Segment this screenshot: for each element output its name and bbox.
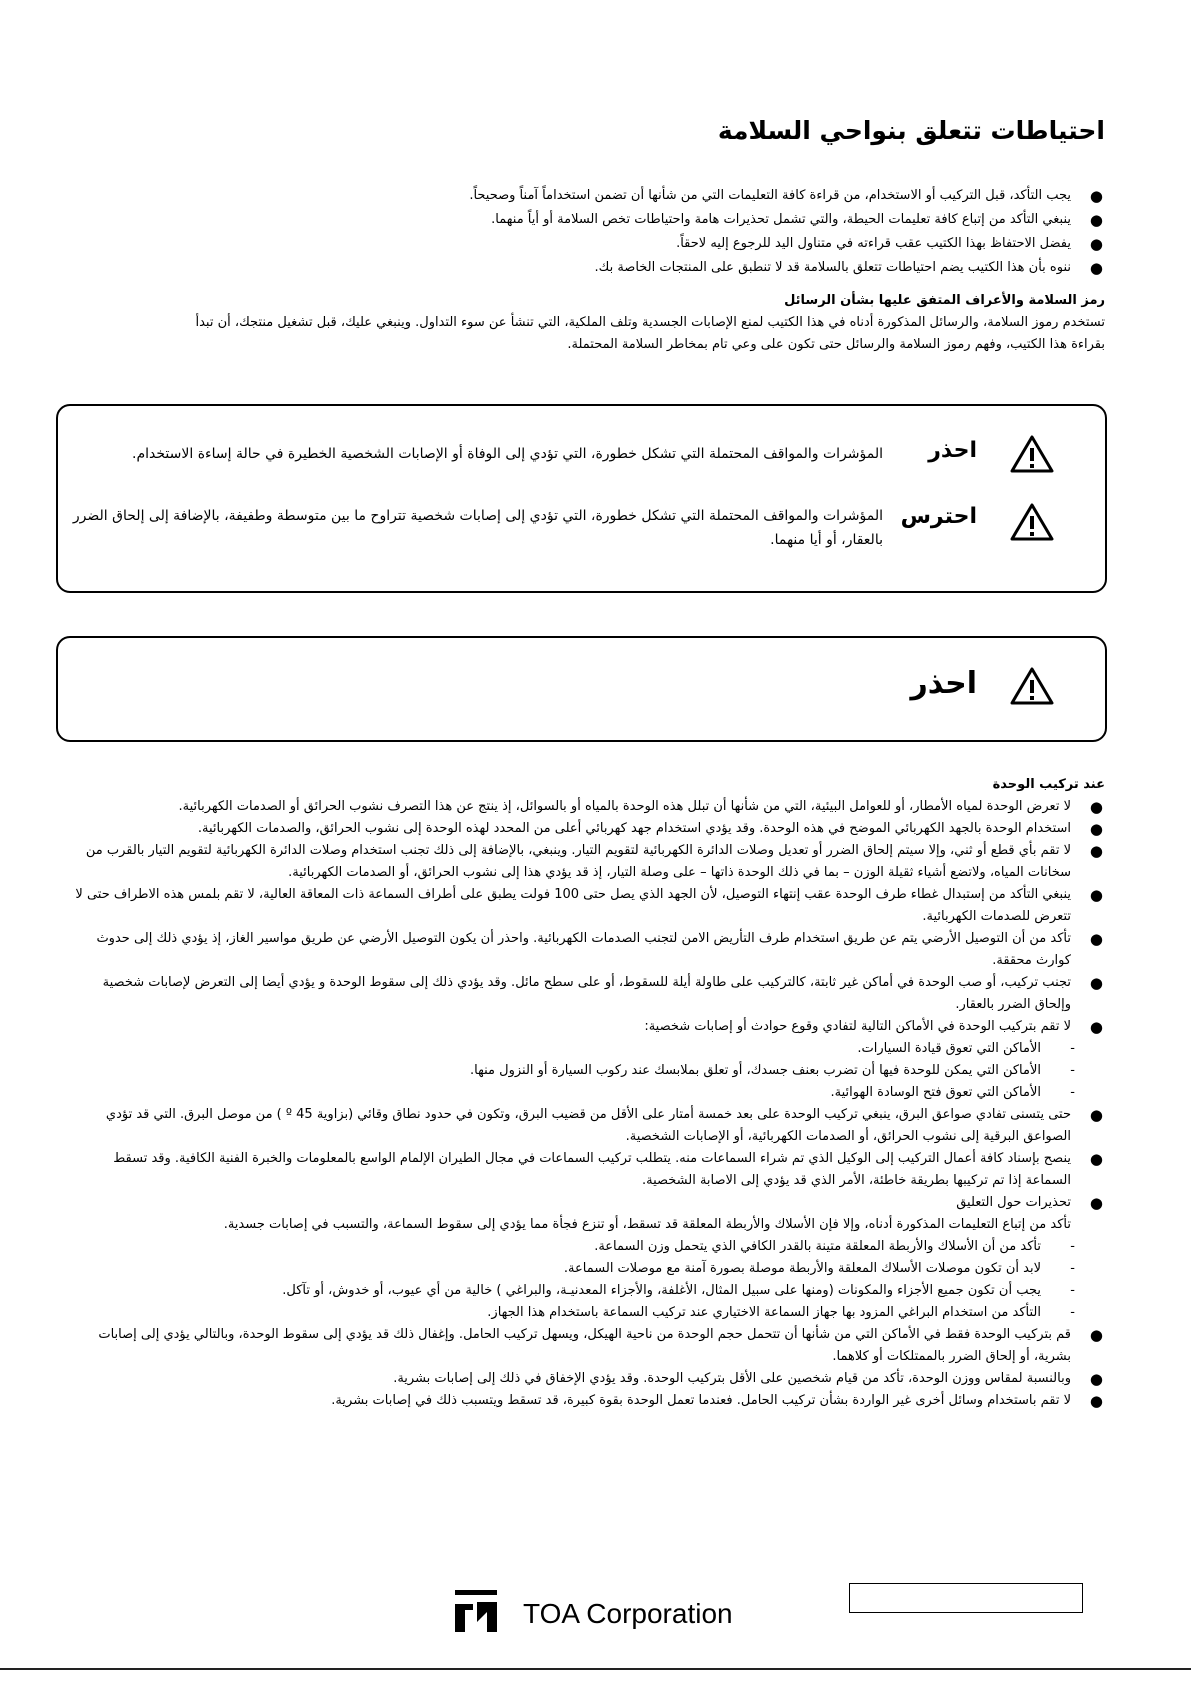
paragraph: تستخدم رموز السلامة، والرسائل المذكورة أدناه في هذا الكتيب لمنع الإصابات الجسدية وتلف الملكية، التي تنشأ عن سوء التداول. وينبغي عليك، قبل تشغيل منتجك، أن تبدأ bbox=[195, 315, 1105, 330]
sub-list-item: - الأماكن التي تعوق قيادة السيارات. bbox=[857, 1041, 1075, 1056]
list-item: ● وبالنسبة لمقاس ووزن الوحدة، تأكد من قيام شخصين على الأقل بتركيب الوحدة. وقد يؤدي الإخفاق في ذلك إلى إصابات بشرية. bbox=[393, 1370, 1103, 1388]
section-heading: عند تركيب الوحدة bbox=[992, 777, 1105, 792]
list-item: ● لا تقم بتركيب الوحدة في الأماكن التالية لتفادي وقوع حوادث أو إصابات شخصية: bbox=[644, 1018, 1103, 1036]
sub-list-item: - تأكد من أن الأسلاك والأربطة المعلقة متينة بالقدر الكافي الذي يتحمل وزن السماعة. bbox=[594, 1239, 1075, 1254]
list-item: ● لا تقم باستخدام وسائل أخرى غير الواردة بشأن تركيب الحامل. فعندما تعمل الوحدة بقوة كبيرة، قد تسقط ويتسبب ذلك في إصابات بشرية. bbox=[331, 1392, 1103, 1410]
list-item: ● ننوه بأن هذا الكتيب يضم احتياطات تتعلق بالسلامة قد لا تنطبق على المنتجات الخاصة بك. bbox=[594, 259, 1103, 277]
list-item: ● تأكد من أن التوصيل الأرضي يتم عن طريق استخدام طرف التأريض الامن لتجنب الصدمات الكهربائية. واحذر أن يكون التوصيل الأرضي عن طريق مواسير الغاز، إذ يؤدي ذلك إلى حدوث كوارث محققة. bbox=[96, 930, 1103, 968]
places-list bbox=[70, 1038, 1075, 1104]
installation-list bbox=[70, 1324, 1105, 1412]
installation-list bbox=[70, 796, 1105, 1038]
installation-list bbox=[70, 1104, 1105, 1214]
warning-legend-box bbox=[56, 404, 1107, 593]
company-name: TOA Corporation bbox=[523, 1598, 733, 1629]
sub-list-item: - الأماكن التي يمكن للوحدة فيها أن تضرب بعنف جسدك، أو تعلق بملابسك عند ركوب السيارة أو النزول منها. bbox=[470, 1063, 1075, 1078]
caution-description-line2: بالعقار، أو أيا منهما. bbox=[770, 532, 883, 548]
sub-list-item: - لابد أن تكون موصلات الأسلاك المعلقة والأربطة موصلة بصورة آمنة مع موصلات السماعة. bbox=[563, 1261, 1075, 1276]
page-title: احتياطات تتعلق بنواحي السلامة bbox=[717, 116, 1105, 145]
list-item: ● تجنب تركيب، أو صب الوحدة في أماكن غير ثابتة، كالتركيب على طاولة أيلة للسقوط، أو على سطح مائل. وقد يؤدي ذلك إلى سقوط الوحدة و يؤدي أيضا إلى التعرض لإصابات شخصية وإلحاق الضرر بالعقار. bbox=[102, 974, 1103, 1012]
warning-triangle-icon bbox=[1009, 666, 1055, 706]
list-item: ● لا تقم بأي قطع أو ثني، وإلا سيتم إلحاق الضرر أو تعديل وصلات الدائرة الكهربائية لتقويم التيار. وينبغي، بالإضافة إلى ذلك تجنب استخدام وصلات الدائرة الكهربائية لتقويم التيار بالقرب من سخانات المياه، ولاتضع أشياء ثقيلة الوزن – بما في ذلك الوحدة ذاتها – على وصلة التيار، إذ قد يؤدي هذا إلى نشوب الحرائق، أو الصدمات الكهربائية. bbox=[85, 842, 1103, 880]
warning-triangle-icon bbox=[1009, 434, 1055, 474]
intro-list bbox=[105, 184, 1105, 280]
list-item: ● لا تعرض الوحدة لمياه الأمطار، أو للعوامل البيئية، التي من شأنها أن تبلل هذه الوحدة بالمياه أو بالسوائل، إذ ينتج عن هذا التصرف نشوب الحرائق أو الصدمات الكهربائية. bbox=[178, 798, 1103, 816]
list-item: ● يفضل الاحتفاظ بهذا الكتيب عقب قراءته في متناول اليد للرجوع إليه لاحقاً. bbox=[676, 235, 1103, 253]
installation-section bbox=[70, 774, 1105, 1412]
caution-triangle-icon bbox=[1009, 502, 1055, 542]
caution-label: احترس bbox=[900, 504, 977, 529]
sub-list-item: - يجب أن تكون جميع الأجزاء والمكونات (ومنها على سبيل المثال، الأغلفة، والأجزاء المعدنيـة، والبراغي ) خالية من أي عيوب، أو خدوش، أو تآكل. bbox=[282, 1283, 1075, 1298]
caution-description-line1: المؤشرات والمواقف المحتملة التي تشكل خطورة، التي تؤدي إلى إصابات شخصية تتراوح ما بين متوسطة وطفيفة، بالإضافة إلى إلحاق الضرر bbox=[72, 508, 883, 524]
list-item: ● ينصح بإسناد كافة أعمال التركيب إلى الوكيل الذي تم شراء السماعات منه. يتطلب تركيب السماعات في مجال الطيران الإلمام الواسع بالمعلومات والخبرة الفنية الكافية. وقد تسقط السماعة إذا تم تركيبها بطريقة خاطئة، الأمر الذي قد يؤدي إلى الاصابة الشخصية. bbox=[113, 1150, 1103, 1188]
list-item: ● تحذيرات حول التعليق bbox=[956, 1194, 1103, 1212]
list-item: ● ينبغي التأكد من إتباع كافة تعليمات الحيطة، والتي تشمل تحذيرات هامة واحتياطات تخص السلامة أو أياً منهما. bbox=[491, 211, 1103, 229]
section-heading: رمز السلامة والأعراف المتفق عليها بشأن الرسائل bbox=[784, 293, 1105, 308]
suspension-intro: تأكد من إتباع التعليمات المذكورة أدناه، وإلا فإن الأسلاك والأربطة المعلقة قد تسقط، أو تنزع فجأة مما يؤدي إلى سقوط السماعة، والتسبب في إصابات جسدية. bbox=[223, 1217, 1071, 1232]
paragraph: بقراءة هذا الكتيب، وفهم رموز السلامة والرسائل حتى تكون على وعي تام بمخاطر السلامة المحتملة. bbox=[567, 337, 1105, 352]
document-code-box bbox=[849, 1583, 1083, 1613]
list-item: ● قم بتركيب الوحدة فقط في الأماكن التي من شأنها أن تتحمل حجم الوحدة من ناحية الهيكل، ويسهل تركيب الحامل. وإغفال ذلك قد يؤدي إلى سقوط الوحدة، وبالتالي يؤدي إلى إصابات بشرية، أو إلحاق الضرر بالممتلكات أو كلاهما. bbox=[98, 1326, 1103, 1364]
sub-list-item: - الأماكن التي تعوق فتح الوسادة الهوائية. bbox=[830, 1085, 1075, 1100]
warning-description: المؤشرات والمواقف المحتملة التي تشكل خطورة، التي تؤدي إلى الوفاة أو الإصابات الشخصية الخطيرة في حالة إساءة الاستخدام. bbox=[132, 446, 883, 462]
warning-label: احذر bbox=[928, 438, 977, 463]
safety-symbols-section bbox=[105, 290, 1105, 356]
toa-logo-icon bbox=[455, 1590, 497, 1632]
list-item: ● استخدام الوحدة بالجهد الكهربائي الموضح في هذه الوحدة. وقد يؤدي استخدام جهد كهربائي أعلى من المحدد لهذه الوحدة إلى نشوب الحرائق، والصدمات الكهربائية. bbox=[197, 820, 1103, 838]
list-item: ● ينبغي التأكد من إستبدال غطاء طرف الوحدة عقب إنتهاء التوصيل، لأن الجهد الذي يصل حتى 100 فولت يطبق على أطراف السماعة ذات المعاقة العالية، لا تقم بلمس هذه الاطراف حتى لا تتعرض للصدمات الكهربائية. bbox=[75, 886, 1103, 924]
page-bottom-edge bbox=[0, 1668, 1191, 1670]
warning-header-box bbox=[56, 636, 1107, 742]
list-item: ● حتى يتسنى تفادي صواعق البرق، ينبغي تركيب الوحدة على بعد خمسة أمتار على الأقل من قضيب البرق، وتكون في حدود نطاق وقائي (بزاوية 45 º ) من موصل البرق. التي قد تؤدي الصواعق البرقية إلى نشوب الحرائق، أو الصدمات الكهربائية، أو الإصابات الشخصية. bbox=[105, 1106, 1103, 1144]
list-item: ● يجب التأكد، قبل التركيب أو الاستخدام، من قراءة كافة التعليمات التي من شأنها أن تضمن استخداماً آمناً وصحيحاً. bbox=[469, 187, 1103, 205]
sub-list-item: - التأكد من استخدام البراغي المزود بها جهاز السماعة الاختياري عند تركيب السماعة باستخدام هذا الجهاز. bbox=[487, 1305, 1075, 1320]
suspension-list bbox=[70, 1236, 1075, 1324]
warning-label: احذر bbox=[910, 666, 977, 701]
